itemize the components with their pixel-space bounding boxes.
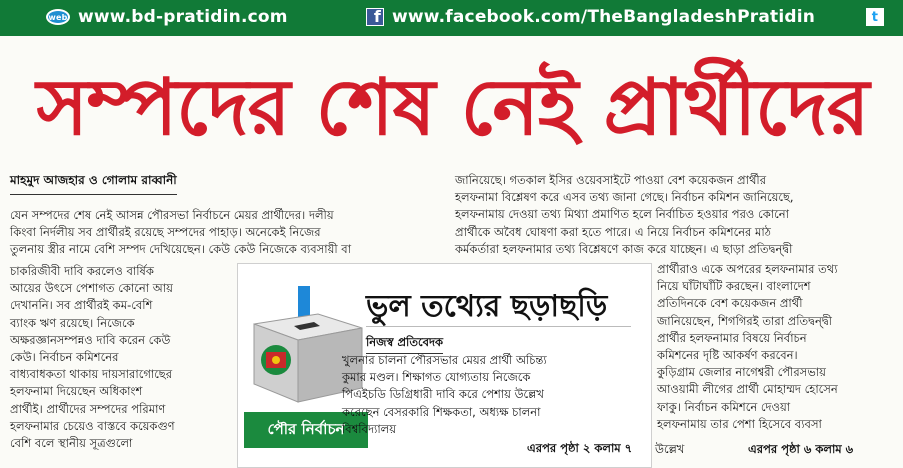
text-line: ব্যাংক ঋণ রয়েছে। নিজেকে xyxy=(10,315,135,330)
text-line: প্রার্থীরাও একে অপরের হলফনামার তথ্য xyxy=(657,262,838,276)
text-line: আওয়ামী লীগের প্রার্থী মোহাম্মদ হোসেন xyxy=(657,382,838,397)
text-line: কিংবা নির্দলীয় সব প্রার্থীরই রয়েছে সম্পদের পাহাড়। অনেকেই নিজের xyxy=(10,225,321,240)
text-line: প্রতিদিনকে বেশ কয়েকজন প্রার্থী xyxy=(657,296,803,311)
text-line: উল্লেখ xyxy=(655,442,685,456)
text-line: কুমার মণ্ডল। শিক্ষাগত যোগ্যতায় নিজেকে xyxy=(342,370,531,385)
right-bottom-paragraph xyxy=(657,261,883,433)
inset-body xyxy=(342,352,640,438)
website-link[interactable] xyxy=(46,6,288,28)
left-bottom-paragraph xyxy=(10,263,232,452)
website-url: www.bd-pratidin.com xyxy=(78,7,288,27)
text-line: তুলনায় স্ত্রীর নামে বেশি সম্পদ দেখিয়েছেন। কেউ কেউ নিজেকে ব্যবসায়ী বা xyxy=(10,242,352,257)
byline: মাহমুদ আজহার ও গোলাম রাব্বানী xyxy=(10,172,177,195)
left-top-paragraph xyxy=(10,207,443,259)
text-line: চাকরিজীবী দাবি করলেও বার্ষিক xyxy=(10,264,154,278)
twitter-icon: t xyxy=(866,8,884,26)
facebook-link[interactable] xyxy=(366,6,815,28)
text-line: প্রার্থীই। প্রার্থীদের সম্পদের পরিমাণ xyxy=(10,401,166,416)
text-line: কুড়িগ্রাম জেলার নাগেশ্বরী পৌরসভায় xyxy=(657,365,826,380)
text-line: বাধ্যবাধকতা থাকায় দায়সারাগোছের xyxy=(10,367,173,382)
text-line: আয়ের উৎসে পেশাগত কোনো আয় xyxy=(10,281,173,296)
text-line: বিশ্ববিদ্যালয় xyxy=(342,421,397,436)
text-line: কর্মকর্তারা হলফনামার তথ্য বিশ্লেষণে কাজ করে যাচ্ছেন। এ ছাড়া প্রতিদ্বন্দ্বী xyxy=(455,241,793,256)
twitter-link[interactable] xyxy=(866,6,884,28)
text-line: খুলনার চালনা পৌরসভার মেয়র প্রার্থী অচিন্ত্য xyxy=(342,353,547,367)
text-line: পিএইচডি ডিগ্রিধারী দাবি করে পেশায় উল্লেখ xyxy=(342,387,544,402)
facebook-url: www.facebook.com/TheBangladeshPratidin xyxy=(392,7,816,27)
text-line: কেউ। নির্বাচন কমিশনের xyxy=(10,350,119,365)
headline: সম্পদের শেষ নেই প্রার্থীদের xyxy=(36,63,869,153)
reporter-credit: নিজস্ব প্রতিবেদক xyxy=(366,334,443,354)
text-line: নিয়ে ঘাঁটাঘাঁটি করছেন। বাংলাদেশ xyxy=(657,279,811,294)
continuation-note: এরপর পৃষ্ঠা ৬ কলাম ৬ xyxy=(748,442,854,456)
facebook-icon: f xyxy=(366,8,384,26)
divider xyxy=(366,326,631,327)
text-line: জানিয়েছে। গতকাল ইসির ওয়েবসাইটে পাওয়া বেশ কয়েকজন প্রার্থীর xyxy=(455,173,767,187)
text-line: হলফনামা দিয়েছেন অধিকাংশ xyxy=(10,384,143,399)
text-line: যেন সম্পদের শেষ নেই আসন্ন পৌরসভা নির্বাচনে মেয়র প্রার্থীদের। দলীয় xyxy=(10,208,334,222)
continuation-note: এরপর পৃষ্ঠা ২ কলাম ৭ xyxy=(527,441,633,455)
text-line: কমিশনের দৃষ্টি আকর্ষণ করবেন। xyxy=(657,348,798,363)
text-line: হলফনামার চেয়েও বাস্তবে কয়েকগুণ xyxy=(10,418,175,433)
top-bar xyxy=(0,0,903,36)
inset-title: ভুল তথ্যের ছড়াছড়ি xyxy=(366,289,608,324)
text-line: প্রার্থীকে অবৈধ ঘোষণা করা হতে পারে। এ নিয়ে নির্বাচন কমিশনের মাঠ xyxy=(455,224,771,239)
globe-icon: web xyxy=(46,9,70,25)
text-line: প্রার্থীর হলফনামার বিষয়ে নির্বাচন xyxy=(657,330,807,345)
text-line: হলফনামায় তার পেশা হিসেবে ব্যবসা xyxy=(657,416,822,431)
text-line: অক্ষরজ্ঞানসম্পন্নও দাবি করেন কেউ xyxy=(10,332,171,347)
text-line: হলফনামায় দেওয়া তথ্য মিথ্যা প্রমাণিত হলে নির্বাচিত হওয়ার পরও কোনো xyxy=(455,207,789,222)
text-line: বেশি বলে স্থানীয় সূত্রগুলো xyxy=(10,436,133,451)
text-line: ফাকু। নির্বাচন কমিশনে দেওয়া xyxy=(657,399,791,414)
inset-story xyxy=(237,263,652,468)
text-line: দেখাননি। সব প্রার্থীরই কম-বেশি xyxy=(10,298,153,313)
right-top-paragraph xyxy=(455,172,893,258)
text-line: জানিয়েছেন, শিগগিরই তারা প্রতিদ্বন্দ্বী xyxy=(657,313,832,328)
election-label: পৌর নির্বাচন xyxy=(244,412,368,448)
text-line: করেছেন বেসরকারি শিক্ষকতা, অধ্যক্ষ চালনা xyxy=(342,404,541,419)
text-line: হলফনামা বিশ্লেষণ করে এসব তথ্য জানা গেছে। নির্বাচন কমিশন জানিয়েছে, xyxy=(455,190,794,205)
